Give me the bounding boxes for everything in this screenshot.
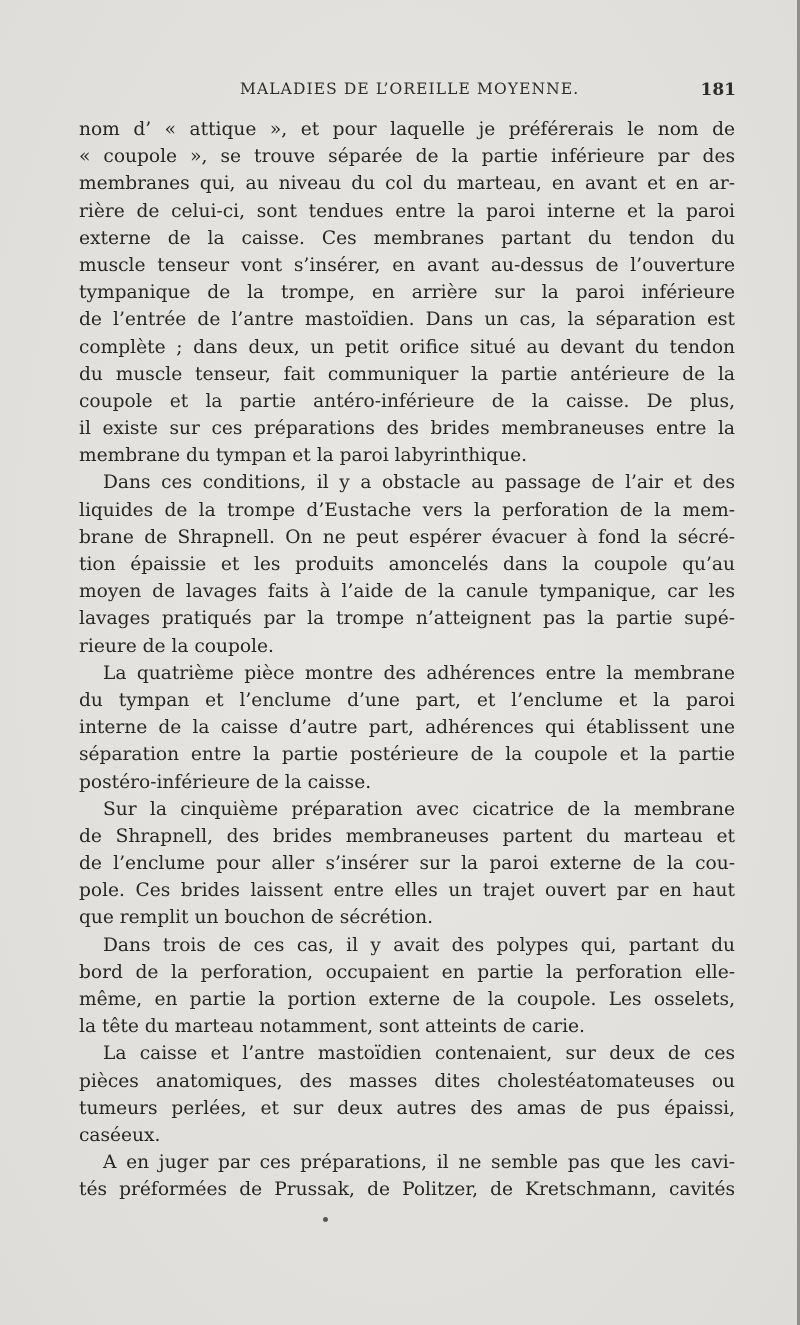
text-line: Dans trois de ces cas, il y avait des polypes qui, partant du [103, 934, 735, 956]
text-line: pole. Ces brides laissent entre elles un trajet ouvert par en haut [79, 880, 735, 902]
text-line: externe de la caisse. Ces membranes partant du tendon du [79, 227, 735, 249]
text-line: la tête du marteau notamment, sont atteints de carie. [79, 1016, 585, 1038]
text-line: complète ; dans deux, un petit orifice situé au devant du tendon [79, 336, 735, 358]
text-line: même, en partie la portion externe de la coupole. Les osselets, [79, 989, 735, 1010]
running-title: MALADIES DE L’OREILLE MOYENNE. [240, 80, 580, 98]
text-line: « coupole », se trouve séparée de la partie inférieure par des [79, 146, 735, 168]
text-line: lavages pratiqués par la trompe n’atteignent pas la partie supé- [79, 608, 735, 630]
text-line: coupole et la partie antéro-inférieure de la caisse. De plus, [79, 390, 735, 412]
text-line: liquides de la trompe d’Eustache vers la perforation de la mem- [79, 499, 735, 521]
text-line: nom d’ « attique », et pour laquelle je préférerais le nom de [79, 119, 735, 140]
text-line: moyen de lavages faits à l’aide de la canule tympanique, car les [79, 581, 735, 603]
text-line: de l’enclume pour aller s’insérer sur la paroi externe de la cou- [79, 853, 735, 875]
text-line: interne de la caisse d’autre part, adhérences qui établissent une [79, 717, 735, 739]
text-line: brane de Shrapnell. On ne peut espérer évacuer à fond la sécré- [79, 526, 735, 548]
text-line: tumeurs perlées, et sur deux autres des amas de pus épaissi, [79, 1097, 735, 1119]
text-line: bord de la perforation, occupaient en partie la perforation elle- [79, 961, 735, 983]
text-line: tympanique de la trompe, en arrière sur la paroi inférieure [79, 282, 735, 304]
text-line: A en juger par ces préparations, il ne semble pas que les cavi- [103, 1152, 735, 1174]
page-header [80, 80, 736, 104]
text-line: Dans ces conditions, il y a obstacle au passage de l’air et des [103, 472, 735, 494]
text-line: La quatrième pièce montre des adhérences entre la membrane [103, 662, 735, 684]
text-line: tés préformées de Prussak, de Politzer, de Kretschmann, cavités [79, 1179, 735, 1201]
text-line: membrane du tympan et la paroi labyrinthique. [79, 445, 527, 467]
text-line: rieure de la coupole. [79, 635, 274, 657]
text-line: caséeux. [79, 1124, 161, 1146]
text-line: séparation entre la partie postérieure de la coupole et la partie [79, 744, 735, 766]
text-line: Sur la cinquième préparation avec cicatrice de la membrane [103, 798, 735, 820]
text-line: tion épaissie et les produits amoncelés dans la coupole qu’au [79, 554, 735, 575]
text-line: membranes qui, au niveau du col du marteau, en avant et en ar- [79, 173, 735, 195]
body-text [79, 116, 735, 1204]
text-line: muscle tenseur vont s’insérer, en avant au-dessus de l’ouverture [79, 254, 735, 276]
text-line: de l’entrée de l’antre mastoïdien. Dans un cas, la séparation est [79, 309, 735, 331]
text-line: postéro-inférieure de la caisse. [79, 771, 372, 793]
text-line: La caisse et l’antre mastoïdien contenaient, sur deux de ces [103, 1043, 735, 1065]
text-line: pièces anatomiques, des masses dites cholestéatomateuses ou [79, 1070, 735, 1092]
page-number: 181 [700, 80, 736, 100]
text-line: il existe sur ces préparations des brides membraneuses entre la [79, 418, 735, 440]
text-line: du muscle tenseur, fait communiquer la partie antérieure de la [79, 363, 735, 385]
text-line: de Shrapnell, des brides membraneuses partent du marteau et [79, 825, 735, 847]
text-line: rière de celui-ci, sont tendues entre la paroi interne et la paroi [79, 200, 735, 222]
text-line: que remplit un bouchon de sécrétion. [79, 907, 434, 929]
text-line: du tympan et l’enclume d’une part, et l’enclume et la paroi [79, 689, 735, 711]
ink-speck [323, 1217, 328, 1222]
